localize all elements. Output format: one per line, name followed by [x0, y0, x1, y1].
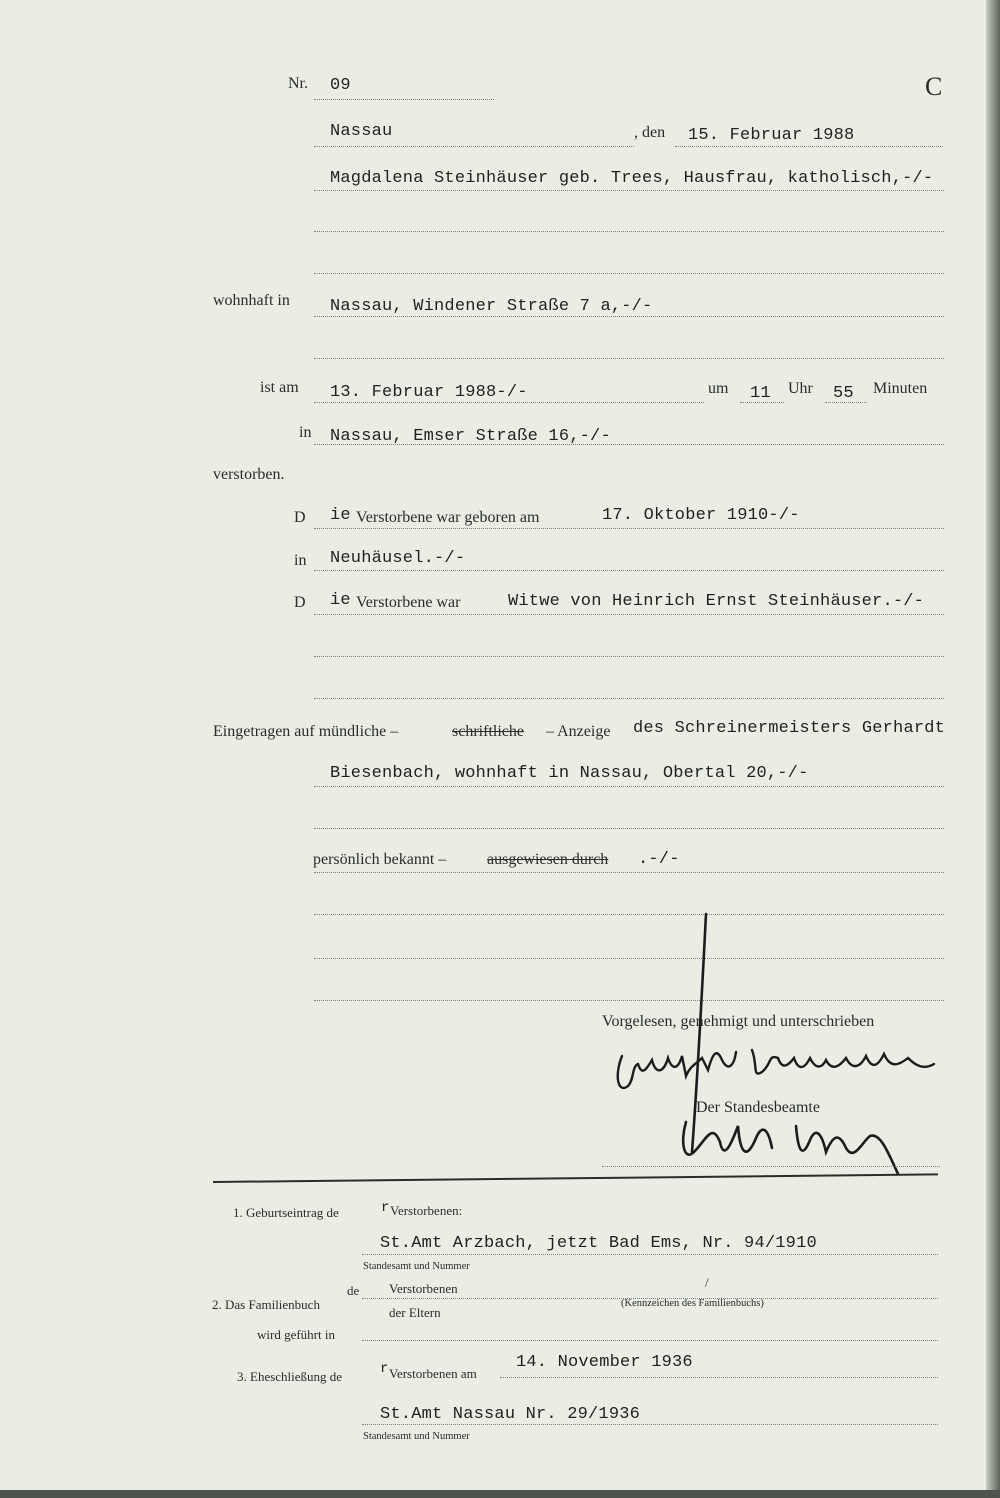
- ehe-label: 3. Eheschließung de: [237, 1369, 343, 1384]
- familienbuch-slash: /: [705, 1275, 709, 1290]
- hour-value: 11: [750, 384, 771, 403]
- birth-place-line: [314, 570, 944, 571]
- minute-line: [825, 402, 867, 403]
- birth-in-label: in: [294, 552, 307, 569]
- bekannt-label: persönlich bekannt –: [313, 851, 447, 868]
- geboren-label: Verstorbene war geboren am: [356, 509, 540, 526]
- eltern-label: der Eltern: [389, 1305, 441, 1320]
- vorgelesen-label: Vorgelesen, genehmigt und unterschrieben: [602, 1013, 875, 1030]
- in-label: in: [299, 424, 312, 441]
- death-place-line: [314, 444, 944, 445]
- signature-line: [602, 1166, 940, 1167]
- informant-line-2: Biesenbach, wohnhaft in Nassau, Obertal 20,-/-: [330, 764, 809, 783]
- wohnhaft-line-2: [314, 358, 944, 359]
- wohnhaft-label: wohnhaft in: [213, 292, 290, 309]
- den-label: , den: [634, 124, 666, 141]
- nr-line: [314, 99, 494, 100]
- ie-prefix-1: ie: [330, 506, 351, 525]
- page-edge-right: [986, 0, 1000, 1498]
- standesamt-label-1: Standesamt und Nummer: [363, 1261, 470, 1272]
- kennzeichen-label: (Kennzeichen des Familienbuchs): [621, 1298, 764, 1309]
- place-value: Nassau: [330, 122, 393, 141]
- ist-am-label: ist am: [260, 379, 299, 396]
- uhr-label: Uhr: [788, 380, 813, 397]
- place-line: [314, 146, 634, 147]
- bekannt-suffix: .-/-: [638, 850, 680, 869]
- person-value: Magdalena Steinhäuser geb. Trees, Hausfrau, katholisch,-/-: [330, 169, 934, 188]
- standesbeamte-label: Der Standesbeamte: [696, 1099, 820, 1116]
- official-signature: [676, 912, 946, 1197]
- de-label: de: [347, 1283, 360, 1298]
- ehe-date-line: [500, 1377, 938, 1378]
- verstorben-label: verstorben.: [213, 466, 285, 483]
- person-line-1: [314, 190, 944, 191]
- status-line-2: [314, 656, 944, 657]
- person-line-3: [314, 273, 944, 274]
- birth-date-line: [314, 528, 944, 529]
- informant-line-1: des Schreinermeisters Gerhardt: [633, 719, 946, 738]
- ehe-value: St.Amt Nassau Nr. 29/1936: [380, 1405, 641, 1424]
- page-edge-bottom: [0, 1490, 1000, 1498]
- birth-place-value: Neuhäusel.-/-: [330, 549, 466, 568]
- nr-label: Nr.: [288, 75, 308, 92]
- ehe-verst-label: Verstorbenen am: [389, 1366, 477, 1381]
- geburt-line: [362, 1254, 938, 1255]
- ehe-line: [362, 1424, 938, 1425]
- informant-line-b: [314, 828, 944, 829]
- death-date-line: [314, 402, 704, 403]
- status-value: Witwe von Heinrich Ernst Steinhäuser.-/-: [508, 592, 925, 611]
- death-date-value: 13. Februar 1988-/-: [330, 383, 528, 402]
- d-prefix-2: D: [294, 594, 306, 611]
- geburt-r: r: [381, 1200, 390, 1216]
- standesamt-label-2: Standesamt und Nummer: [363, 1431, 470, 1442]
- status-line-1: [314, 614, 944, 615]
- date-line: [675, 146, 943, 147]
- death-place-value: Nassau, Emser Straße 16,-/-: [330, 427, 611, 446]
- ehe-r: r: [380, 1361, 389, 1377]
- birth-date-value: 17. Oktober 1910-/-: [602, 506, 800, 525]
- d-prefix-1: D: [294, 509, 306, 526]
- gefuehrt-line: [362, 1340, 938, 1341]
- anzeige-label: – Anzeige: [546, 723, 611, 740]
- date-value: 15. Februar 1988: [688, 126, 855, 145]
- geburt-value: St.Amt Arzbach, jetzt Bad Ems, Nr. 94/1910: [380, 1234, 817, 1253]
- informant-line-a: [314, 786, 944, 787]
- gefuehrt-label: wird geführt in: [257, 1327, 335, 1342]
- ehe-date-value: 14. November 1936: [516, 1353, 693, 1372]
- wohnhaft-value: Nassau, Windener Straße 7 a,-/-: [330, 297, 653, 316]
- ausgewiesen-struck: ausgewiesen durch: [487, 851, 609, 868]
- minute-value: 55: [833, 384, 854, 403]
- bekannt-line-1: [314, 872, 944, 873]
- war-label: Verstorbene war: [356, 594, 461, 611]
- status-line-3: [314, 698, 944, 699]
- person-line-2: [314, 231, 944, 232]
- um-label: um: [708, 380, 729, 397]
- eingetragen-label: Eingetragen auf mündliche –: [213, 723, 399, 740]
- nr-value: 09: [330, 76, 351, 95]
- verstorbenen-label: Verstorbenen: [389, 1281, 458, 1296]
- corner-letter: C: [925, 72, 943, 101]
- schriftliche-struck: schriftliche: [452, 723, 524, 740]
- hour-line: [740, 402, 784, 403]
- geburt-label: 1. Geburtseintrag de: [233, 1205, 339, 1220]
- wohnhaft-line-1: [314, 316, 944, 317]
- ie-prefix-2: ie: [330, 591, 351, 610]
- geburt-verst-label: Verstorbenen:: [390, 1203, 463, 1218]
- familienbuch-label: 2. Das Familienbuch: [212, 1297, 320, 1312]
- minuten-label: Minuten: [873, 380, 928, 397]
